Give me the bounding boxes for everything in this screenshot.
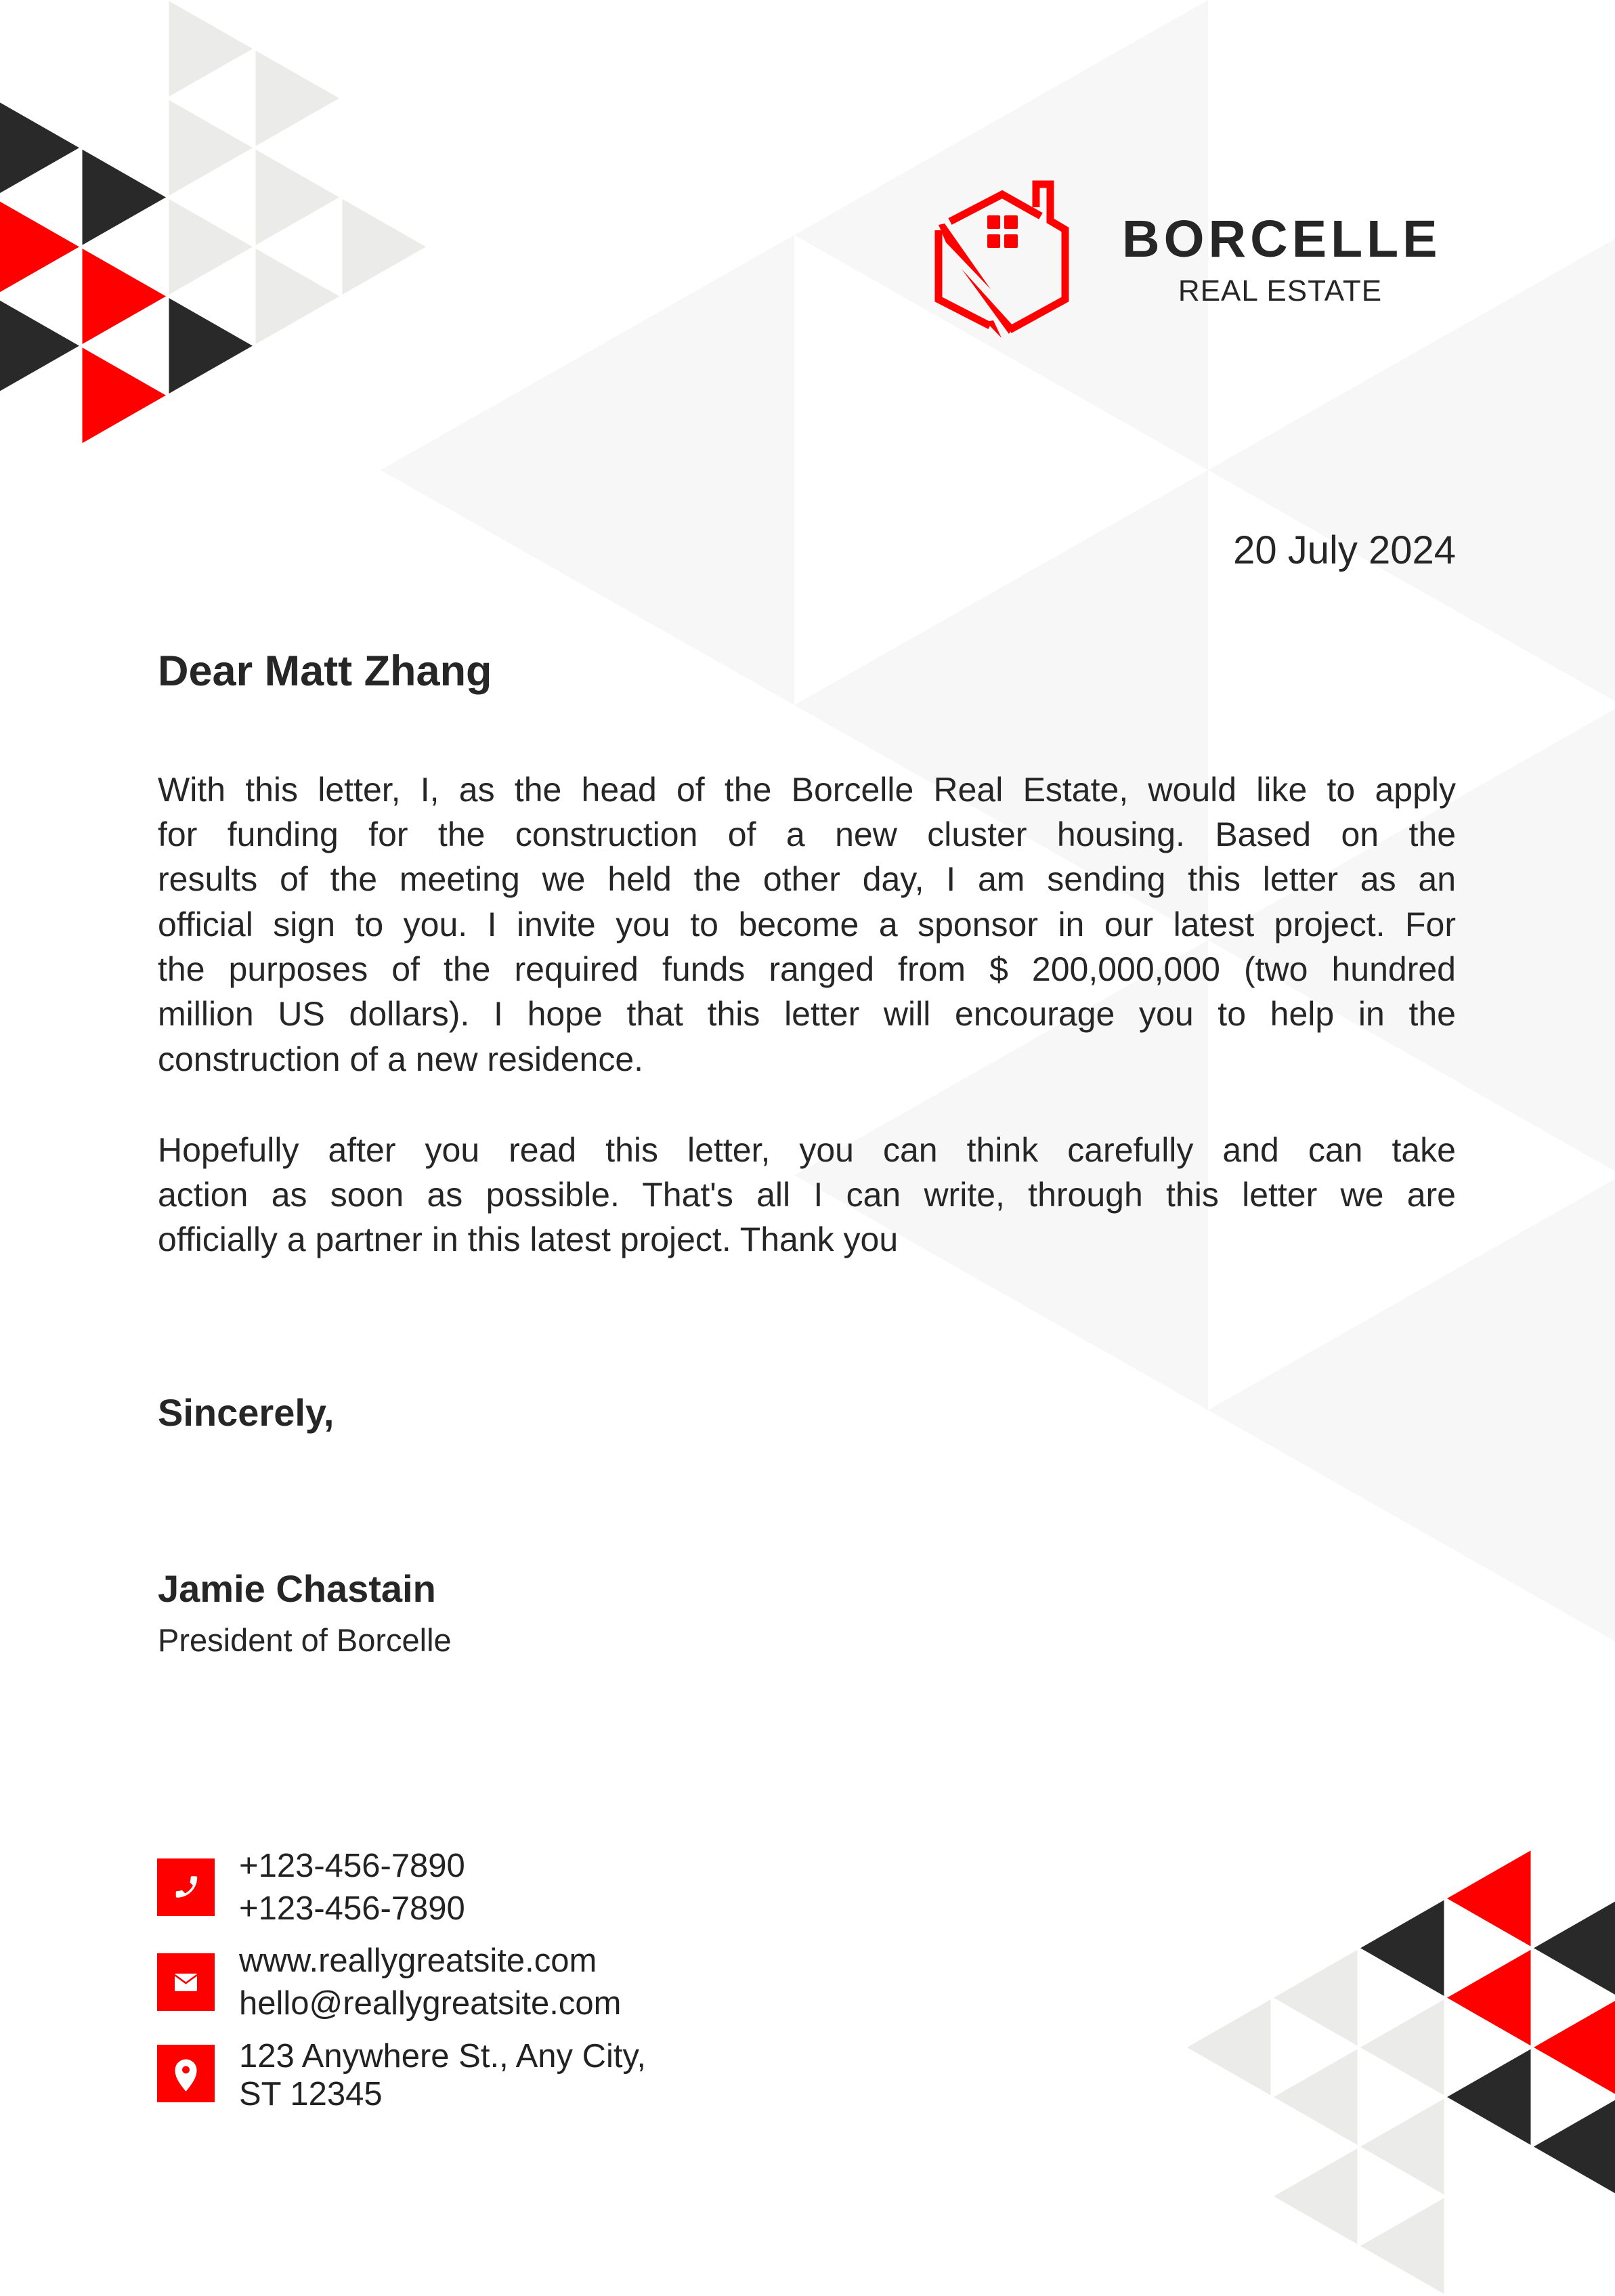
corner-triangle-grey [168, 0, 255, 98]
phone-icon [157, 1858, 215, 1916]
signer-name: Jamie Chastain [158, 1567, 436, 1610]
phone-icon-box [157, 1858, 215, 1916]
brand-tagline: REAL ESTATE [1178, 274, 1383, 307]
phone-numbers [239, 1845, 465, 1930]
corner-triangle-grey [1358, 1998, 1445, 2098]
paragraph-line: official sign to you. I invite you to become a sponsor in our latest project. For [158, 905, 1456, 943]
closing: Sincerely, [158, 1391, 335, 1434]
corner-triangle-red [81, 247, 168, 345]
top-left-corner-triangles [0, 0, 428, 445]
letter-date: 20 July 2024 [1233, 528, 1456, 572]
corner-triangle-dark [1532, 1898, 1615, 1998]
corner-triangle-grey [168, 98, 255, 197]
house-window-pane [987, 234, 1000, 248]
paragraph-line: for funding for the construction of a new cluster housing. Based on the [158, 815, 1456, 853]
bottom-right-corner-triangles [1185, 1849, 1615, 2296]
paragraph-line: Hopefully after you read this letter, you can think carefully and can take [158, 1130, 1456, 1169]
corner-triangle-dark [1532, 2097, 1615, 2196]
mail-icon-box [157, 1953, 215, 2011]
website: www.reallygreatsite.com [239, 1942, 597, 1979]
corner-triangle-grey [1272, 2047, 1358, 2147]
salutation: Dear Matt Zhang [158, 647, 492, 695]
corner-triangle-grey [1272, 2147, 1358, 2247]
address-line: 123 Anywhere St., Any City, [239, 2038, 647, 2075]
location-pin-icon-box [157, 2045, 215, 2102]
location-pin-icon [157, 2045, 215, 2102]
paragraph-line: With this letter, I, as the head of the Borcelle Real Estate, would like to apply [158, 770, 1456, 809]
paragraph-line: million US dollars). I hope that this letter will encourage you to help in the [158, 995, 1456, 1034]
body-paragraph [158, 767, 1456, 1082]
corner-triangle-grey [255, 247, 341, 345]
phone-number: +123-456-7890 [239, 1847, 465, 1884]
house-slash-upper [939, 224, 991, 289]
corner-triangle-grey [255, 49, 341, 148]
corner-triangle-grey [1358, 2097, 1445, 2196]
email: hello@reallygreatsite.com [239, 1984, 622, 2022]
corner-triangle-dark [1358, 1898, 1445, 1998]
corner-triangle-grey [341, 197, 428, 296]
address-line: ST 12345 [239, 2076, 383, 2112]
corner-triangle-grey [168, 197, 255, 296]
corner-triangle-dark [81, 148, 168, 247]
corner-triangle-red [1445, 1849, 1532, 1949]
corner-triangle-grey [1272, 1948, 1358, 2047]
body-paragraph [158, 1128, 1456, 1262]
corner-triangle-red [81, 346, 168, 445]
brand-name: BORCELLE [1122, 210, 1442, 268]
corner-triangle-dark [0, 98, 81, 197]
background-triangle-bg [381, 235, 794, 705]
corner-triangle-grey [1185, 1998, 1272, 2098]
corner-triangle-grey [255, 148, 341, 247]
corner-triangle-red [1532, 1998, 1615, 2098]
house-corner-spike [986, 320, 1002, 338]
web-and-email [239, 1940, 621, 2025]
paragraph-line: results of the meeting we held the other day, I am sending this letter as an [158, 860, 1456, 899]
corner-triangle-dark [0, 297, 81, 396]
corner-triangle-grey [1358, 2196, 1445, 2296]
corner-triangle-dark [1445, 2047, 1532, 2147]
corner-triangle-red [1445, 1948, 1532, 2047]
corner-triangle-red [0, 197, 81, 296]
house-icon [928, 176, 1077, 352]
house-window-pane [1004, 215, 1018, 229]
address [239, 2037, 646, 2113]
paragraph-line: construction of a new residence. [158, 1040, 644, 1078]
mail-icon [157, 1953, 215, 2011]
corner-triangle-dark [168, 297, 255, 396]
signer-title: President of Borcelle [158, 1622, 452, 1658]
house-window-pane [1004, 234, 1018, 248]
paragraph-line: action as soon as possible. That's all I can write, through this letter we are [158, 1175, 1456, 1214]
phone-number: +123-456-7890 [239, 1890, 465, 1927]
house-window-pane [987, 215, 1000, 229]
paragraph-line: the purposes of the required funds ranged from $ 200,000,000 (two hundred [158, 950, 1456, 989]
paragraph-line: officially a partner in this latest project. Thank you [158, 1220, 899, 1259]
